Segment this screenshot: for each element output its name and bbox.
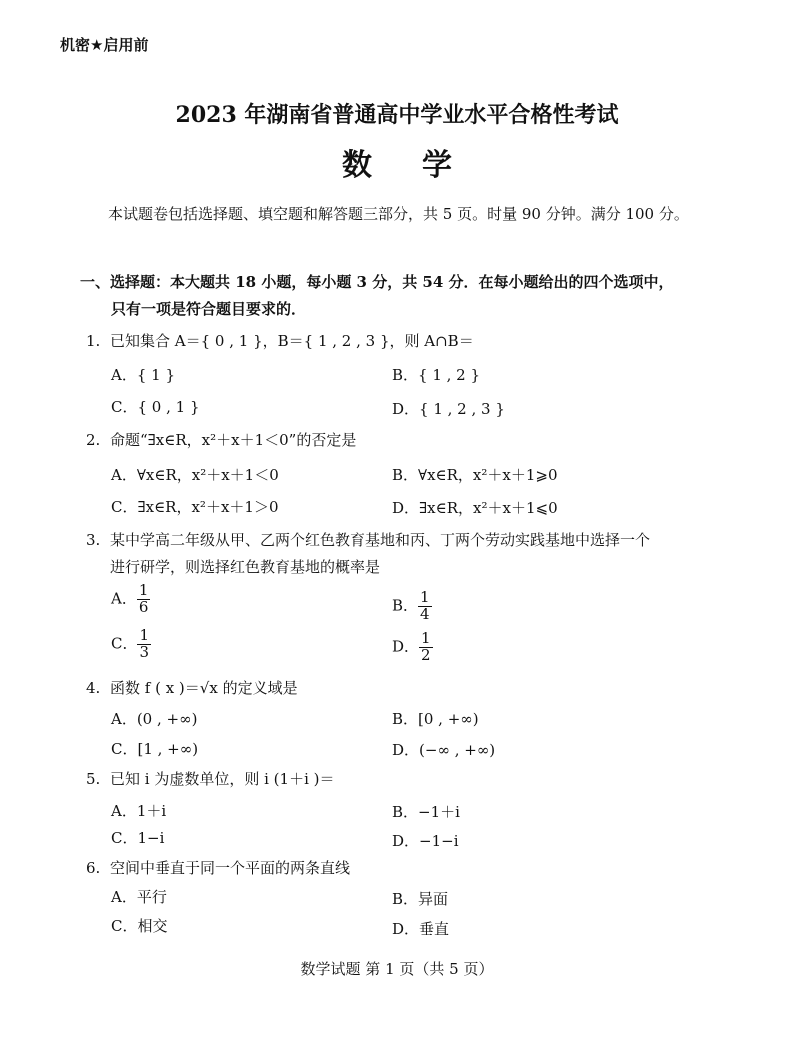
option-a: A．{ 1 } [111, 366, 175, 384]
section-heading: 一、选择题：本大题共 18 小题，每小题 3 分，共 54 分．在每小题给出的四个选项中， [80, 273, 674, 291]
option-a: A． $\frac{1}{6}$ [111, 581, 149, 616]
question-stem: 已知集合 A＝{ 0 , 1 }，B＝{ 1 , 2 , 3 }，则 A∩B＝ [110, 332, 474, 350]
exam-title: 2023 年湖南省普通高中学业水平合格性考试 [175, 102, 619, 128]
option-b: B．[0 , +∞) [392, 710, 479, 728]
option-c: C．1−i [111, 829, 165, 847]
question-number: 1. [86, 332, 101, 350]
question-1 [86, 330, 474, 351]
question-3 [86, 529, 650, 550]
option-d: D．−1−i [392, 832, 459, 850]
section-instruction: 只有一项是符合题目要求的． [111, 300, 307, 318]
question-number: 3. [86, 531, 101, 549]
question-stem: 空间中垂直于同一个平面的两条直线 [110, 859, 351, 877]
option-c: C．相交 [111, 917, 168, 935]
question-4 [86, 677, 298, 698]
option-b: B．−1＋i [392, 803, 460, 821]
page-footer: 数学试题 第 1 页（共 5 页） [300, 960, 494, 978]
option-d: D．{ 1 , 2 , 3 } [392, 400, 505, 418]
fraction: $\frac{1}{6}$ [138, 581, 149, 616]
fraction: $\frac{1}{2}$ [421, 629, 431, 664]
question-number: 4. [86, 679, 101, 697]
option-b: B．∀x∈R，x²＋x＋1⩾0 [392, 466, 558, 484]
question-stem: 命题“∃x∈R，x²＋x＋1＜0”的否定是 [110, 431, 357, 449]
question-stem-continued: 进行研学，则选择红色教育基地的概率是 [110, 558, 381, 576]
option-b: B．{ 1 , 2 } [392, 366, 481, 384]
option-a: A．平行 [111, 888, 167, 906]
question-number: 6. [86, 859, 101, 877]
option-c: C． $\frac{1}{3}$ [111, 626, 150, 661]
question-stem: 函数 f ( x )＝√x 的定义域是 [110, 679, 298, 697]
option-c: C．{ 0 , 1 } [111, 398, 200, 416]
option-d: D．垂直 [392, 920, 450, 938]
fraction: $\frac{1}{4}$ [420, 588, 430, 623]
option-c: C．[1 , +∞) [111, 740, 199, 758]
confidential-label: 机密★启用前 [60, 36, 149, 54]
question-stem: 已知 i 为虚数单位，则 i (1＋i )＝ [110, 770, 335, 788]
option-a: A．(0 , +∞) [111, 710, 198, 728]
fraction: $\frac{1}{3}$ [139, 626, 150, 661]
exam-notice: 本试题卷包括选择题、填空题和解答题三部分，共 5 页。时量 90 分钟。满分 100 分。 [108, 205, 689, 223]
option-a: A．∀x∈R，x²＋x＋1＜0 [111, 466, 279, 484]
option-d: D．(−∞ , +∞) [392, 741, 496, 759]
question-number: 5. [86, 770, 101, 788]
question-5 [86, 768, 334, 789]
option-d: D．∃x∈R，x²＋x＋1⩽0 [392, 499, 558, 517]
option-a: A．1＋i [111, 802, 167, 820]
option-d: D． $\frac{1}{2}$ [392, 629, 431, 664]
question-number: 2. [86, 431, 101, 449]
question-stem: 某中学高二年级从甲、乙两个红色教育基地和丙、丁两个劳动实践基地中选择一个 [110, 531, 651, 549]
option-b: B． $\frac{1}{4}$ [392, 588, 430, 623]
option-c: C．∃x∈R，x²＋x＋1＞0 [111, 498, 279, 516]
question-6 [86, 857, 350, 878]
option-b: B．异面 [392, 890, 449, 908]
subject-title: 数学 [342, 148, 502, 183]
question-2 [86, 429, 356, 450]
